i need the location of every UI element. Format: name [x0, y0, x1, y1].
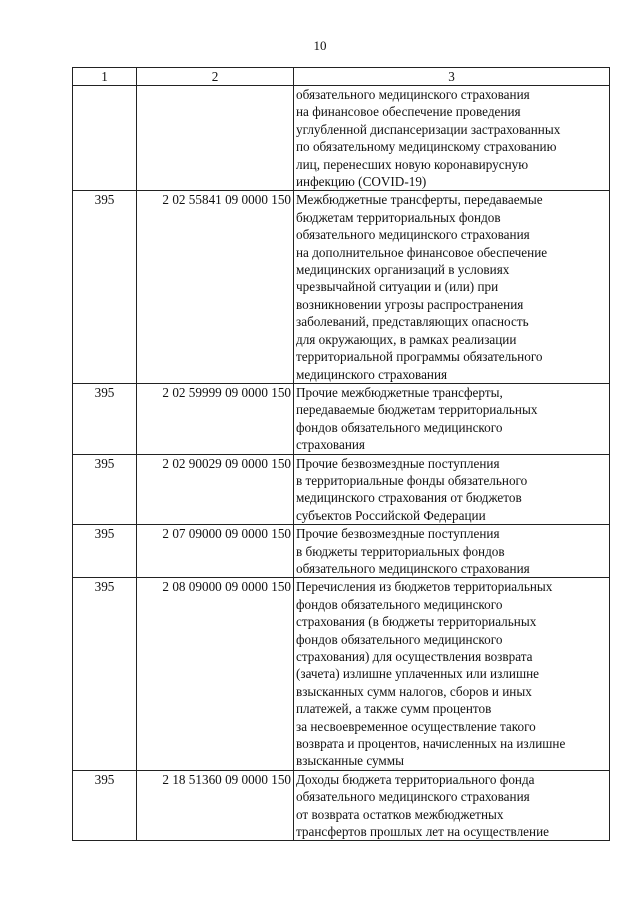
admin-code-cell: 395 — [73, 525, 137, 578]
description-line: от возврата остатков межбюджетных — [296, 806, 504, 822]
income-code-cell: 2 18 51360 09 0000 150 — [137, 770, 294, 841]
page-number: 10 — [313, 38, 327, 53]
admin-code-cell — [73, 86, 137, 191]
table-row — [73, 191, 610, 383]
description-line: взысканных сумм налогов, сборов и иных — [296, 683, 532, 699]
table-row — [73, 578, 610, 770]
table-row — [73, 383, 610, 454]
description-line: страхования (в бюджеты территориальных — [296, 614, 537, 630]
income-code-cell: 2 02 59999 09 0000 150 — [137, 383, 294, 454]
description-line: в территориальные фонды обязательного — [296, 472, 528, 488]
description-line: обязательного медицинского страхования — [296, 227, 530, 243]
description-line: обязательного медицинского страхования — [296, 87, 530, 102]
income-code-cell: 2 02 55841 09 0000 150 — [137, 191, 294, 383]
column-header-3: 3 — [294, 68, 610, 86]
description-line: в бюджеты территориальных фондов — [296, 543, 505, 559]
income-code-cell — [137, 86, 294, 191]
description-cell — [294, 578, 610, 770]
column-header-2: 2 — [137, 68, 294, 86]
table-header — [73, 68, 610, 86]
description-line: заболеваний, представляющих опасность — [296, 314, 529, 330]
description-line: передаваемые бюджетам территориальных — [296, 402, 538, 418]
description-line: территориальной программы обязательного — [296, 349, 543, 365]
description-line: Межбюджетные трансферты, передаваемые — [296, 192, 543, 208]
description-line: фондов обязательного медицинского — [296, 419, 503, 435]
description-line: Перечисления из бюджетов территориальных — [296, 579, 553, 595]
description-line: платежей, а также сумм процентов — [296, 701, 492, 717]
description-line: взысканные суммы — [296, 753, 404, 769]
description-line: углубленной диспансеризации застрахованных — [296, 121, 561, 137]
description-cell — [294, 454, 610, 525]
description-line: Прочие безвозмездные поступления — [296, 526, 500, 542]
description-line: Прочие безвозмездные поступления — [296, 455, 500, 471]
column-header-1: 1 — [73, 68, 137, 86]
description-line: на дополнительное финансовое обеспечение — [296, 244, 548, 260]
admin-code-cell: 395 — [73, 578, 137, 770]
description-line: Доходы бюджета территориального фонда — [296, 771, 535, 787]
description-cell — [294, 191, 610, 383]
description-line: фондов обязательного медицинского — [296, 596, 503, 612]
income-code-cell: 2 08 09000 09 0000 150 — [137, 578, 294, 770]
description-line: страхования — [296, 437, 365, 453]
description-line: лиц, перенесших новую коронавирусную — [296, 156, 529, 172]
description-line: (зачета) излишне уплаченных или излишне — [296, 666, 540, 682]
description-line: фондов обязательного медицинского — [296, 631, 503, 647]
description-line: медицинского страхования — [296, 366, 448, 382]
description-cell — [294, 525, 610, 578]
admin-code-cell: 395 — [73, 191, 137, 383]
description-line: трансфертов прошлых лет на осуществление — [296, 824, 550, 840]
table-row — [73, 525, 610, 578]
description-line: инфекцию (COVID-19) — [296, 174, 427, 190]
description-line: субъектов Российской Федерации — [296, 507, 486, 523]
description-line: возврата и процентов, начисленных на излишне — [296, 736, 566, 752]
table-row — [73, 770, 610, 841]
table-row — [73, 86, 610, 191]
income-code-cell: 2 02 90029 09 0000 150 — [137, 454, 294, 525]
description-line: за несвоевременное осуществление такого — [296, 718, 536, 734]
description-line: обязательного медицинского страхования — [296, 560, 530, 576]
description-line: на финансовое обеспечение проведения — [296, 104, 521, 120]
description-line: чрезвычайной ситуации и (или) при — [296, 279, 499, 295]
table-row — [73, 454, 610, 525]
description-line: медицинского страхования от бюджетов — [296, 490, 522, 506]
description-line: для окружающих, в рамках реализации — [296, 331, 517, 347]
description-line: бюджетам территориальных фондов — [296, 209, 501, 225]
table-body — [73, 86, 610, 841]
description-line: страхования) для осуществления возврата — [296, 649, 533, 664]
admin-code-cell: 395 — [73, 770, 137, 841]
description-line: обязательного медицинского страхования — [296, 789, 530, 805]
budget-codes-table — [72, 67, 610, 841]
description-cell — [294, 770, 610, 841]
description-line: Прочие межбюджетные трансферты, — [296, 384, 503, 400]
description-cell — [294, 383, 610, 454]
description-cell — [294, 86, 610, 191]
description-line: по обязательному медицинскому страхованию — [296, 139, 557, 155]
admin-code-cell: 395 — [73, 454, 137, 525]
description-line: возникновении угрозы распространения — [296, 296, 524, 312]
income-code-cell: 2 07 09000 09 0000 150 — [137, 525, 294, 578]
admin-code-cell: 395 — [73, 383, 137, 454]
description-line: медицинских организаций в условиях — [296, 262, 510, 278]
